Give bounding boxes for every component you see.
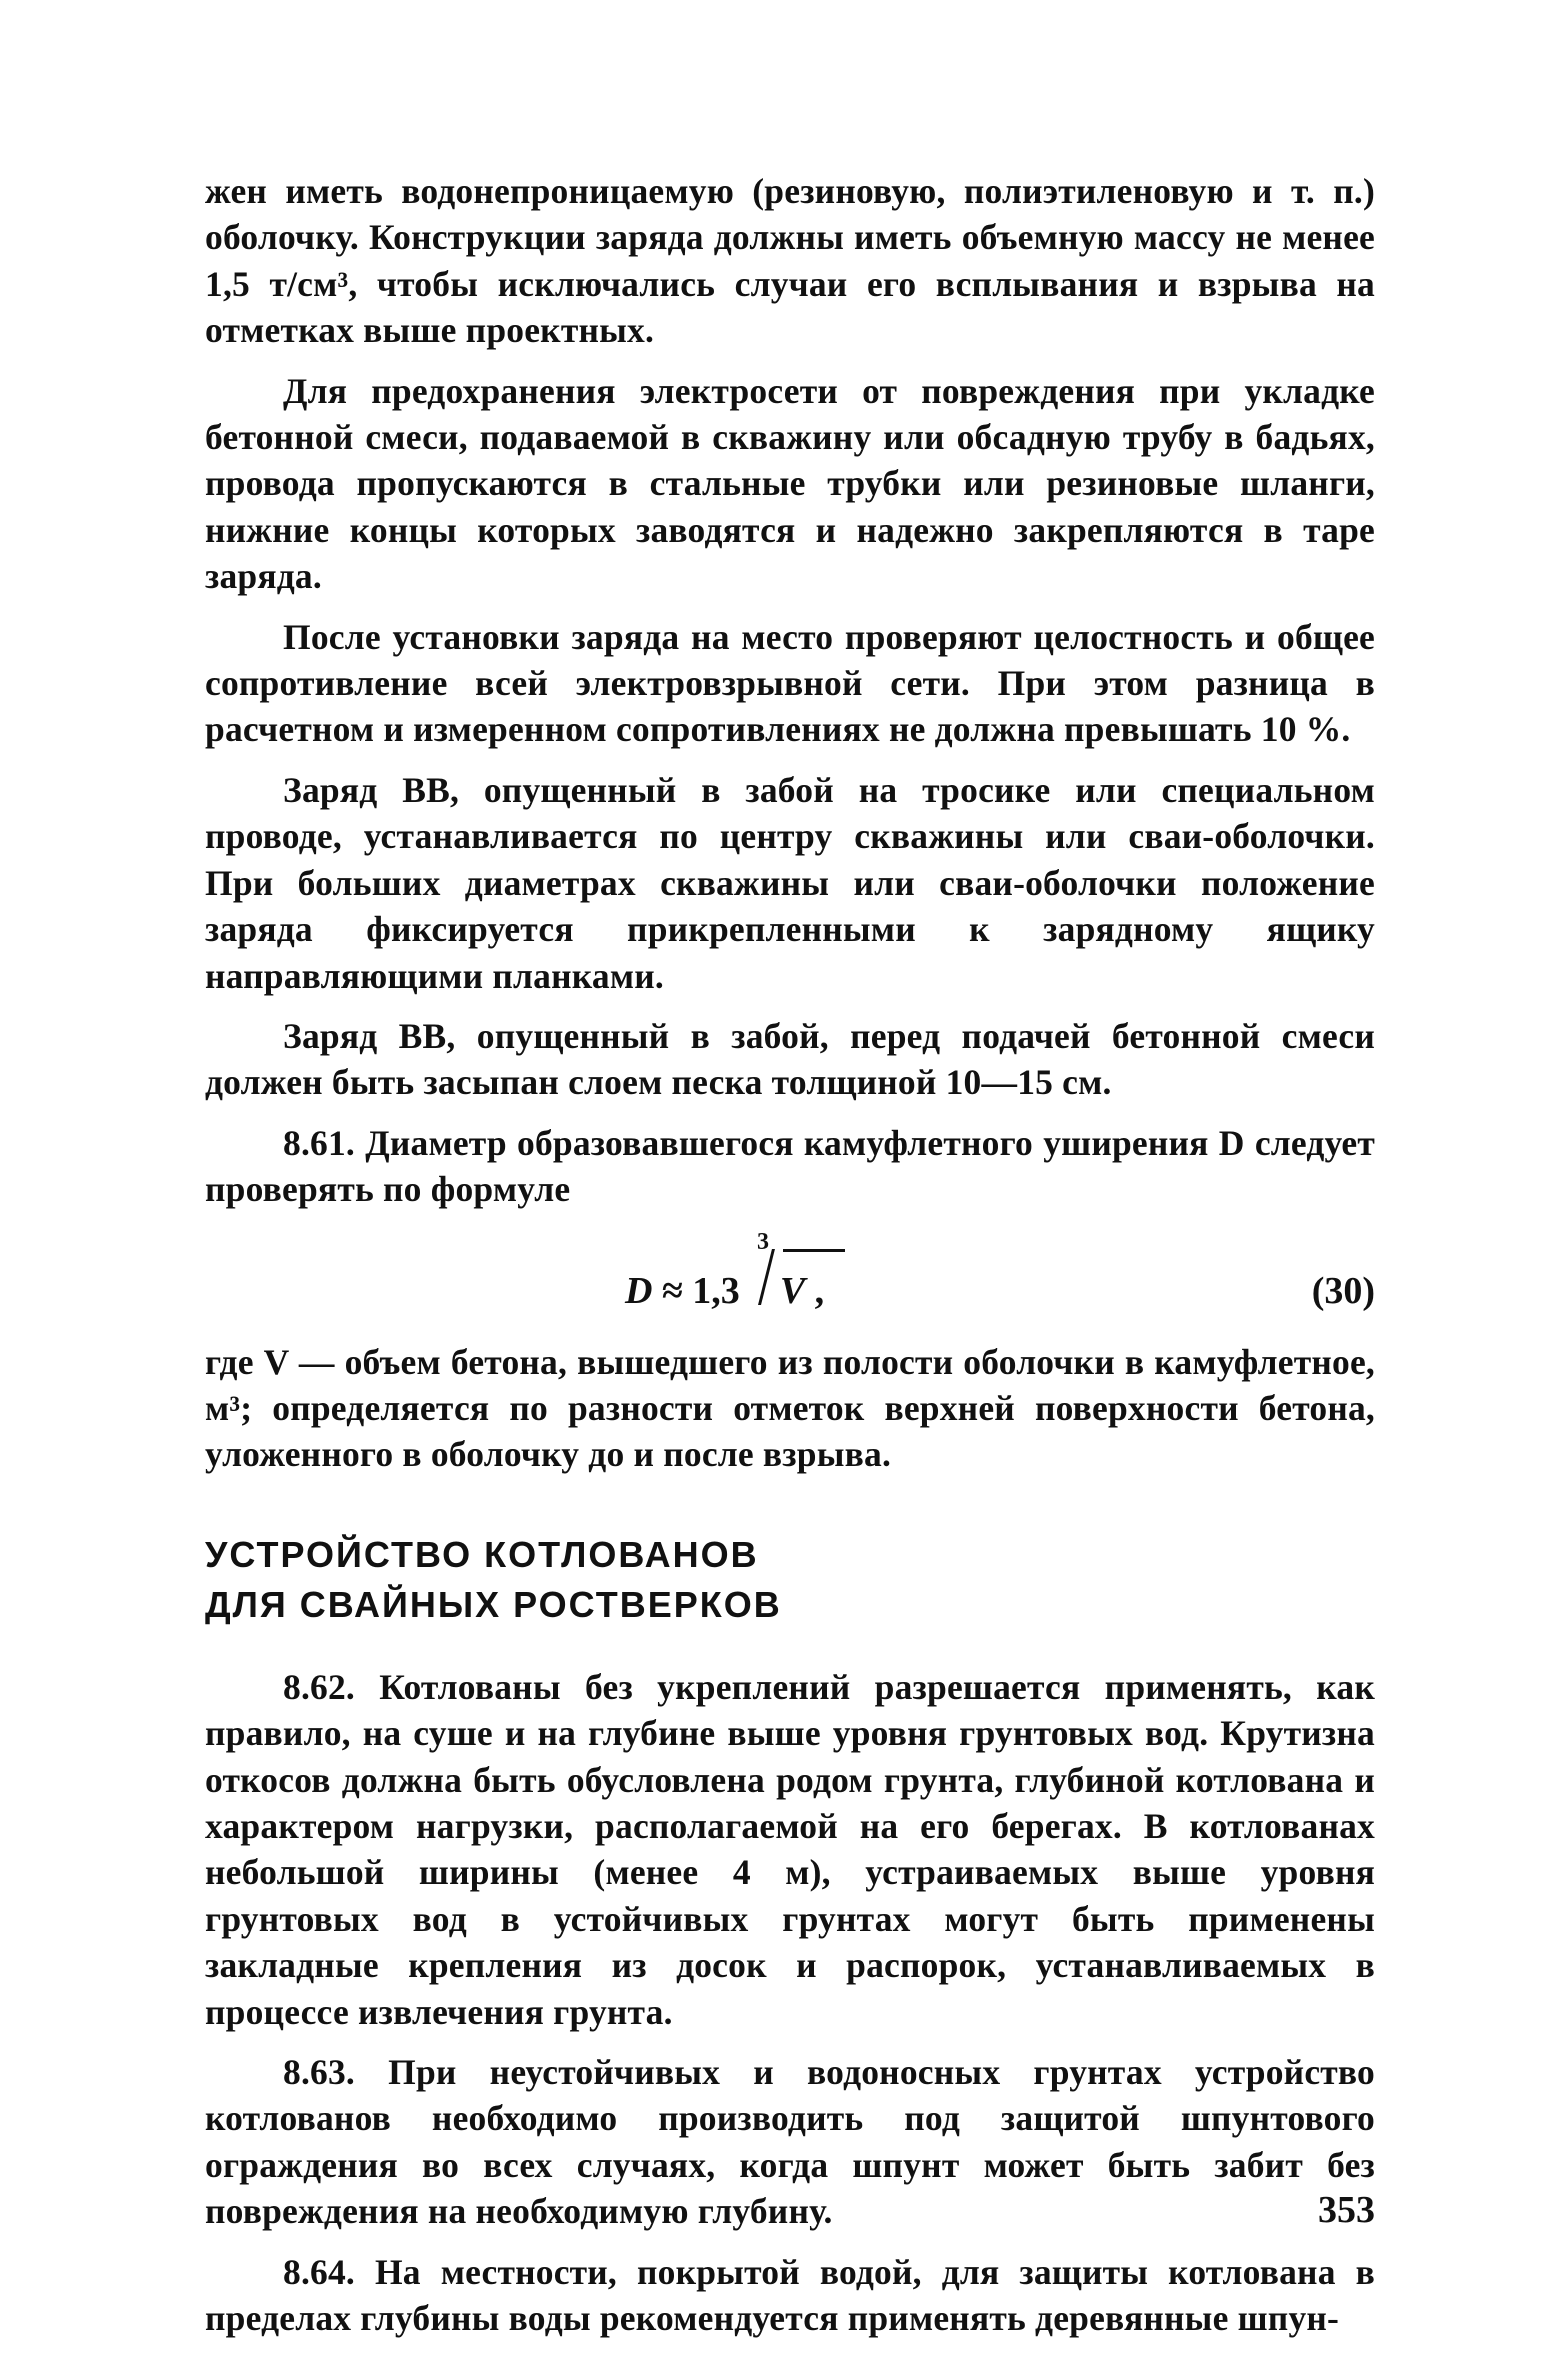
heading-line-2: ДЛЯ СВАЙНЫХ РОСТВЕРКОВ <box>205 1583 782 1625</box>
paragraph-continuation: жен иметь водонепроницаемую (резиновую, полиэтиленовую и т. п.) оболочку. Конструкции заряда должны иметь объемную массу не менее 1,5 т/см³, чтобы исключались случаи его всплывания и взрыва на отметках выше проектных. <box>205 171 1375 351</box>
paragraph-8-62 <box>205 1664 1375 2035</box>
clause-text-8-62: Котлованы без укреплений разрешается применять, как правило, на суше и на глубине выше уровня грунтовых вод. Крутизна откосов должна быть обусловлена родом грунта, глубиной котлована и характером нагрузки, располагаемой на его берегах. В котлованах небольшой ширины (менее 4 м), устраиваемых выше уровня грунтовых вод в устойчивых грунтах могут быть применены закладные крепления из досок и распорок, устанавливаемых в процессе извлечения грунта. <box>205 1666 1375 2032</box>
paragraph-8-63 <box>205 2049 1375 2235</box>
clause-number-8-63: 8.63. <box>283 2052 355 2092</box>
paragraph-8-61 <box>205 1120 1375 1213</box>
formula-expression <box>625 1269 824 1313</box>
formula-approx: ≈ 1,3 <box>661 1269 740 1312</box>
formula-root-index: 3 <box>757 1228 769 1255</box>
formula-radicand: V <box>779 1269 806 1312</box>
clause-number-8-61: 8.61. <box>283 1122 355 1163</box>
clause-text-8-64: На местности, покрытой водой, для защиты котлована в пределах глубины воды рекомендуется применять деревянные шпун- <box>205 2251 1376 2339</box>
page-number: 353 <box>1318 2189 1375 2231</box>
paragraph-8-64 <box>205 2249 1375 2342</box>
paragraph-sand-layer: Заряд ВВ, опущенный в забой, перед подачей бетонной смеси должен быть засыпан слоем песка толщиной 10—15 см. <box>205 1015 1375 1103</box>
clause-number-8-64: 8.64. <box>283 2251 355 2292</box>
radical-bar <box>783 1249 845 1252</box>
paragraph-charge-position: Заряд ВВ, опущенный в забой на тросике или специальном проводе, устанавливается по центру скважины или сваи-оболочки. При больших диаметрах скважины или сваи-оболочки положение заряда фиксируется прикрепленными к зарядному ящику направляющими планками. <box>205 769 1375 996</box>
formula-lhs: D <box>625 1269 653 1312</box>
paragraph-resistance-check: После установки заряда на место проверяют целостность и общее сопротивление всей электровзрывной сети. При этом разница в расчетном и измеренном сопротивлениях не должна превышать 10 %. <box>205 616 1375 750</box>
clause-text-8-61: Диаметр образовавшегося камуфлетного уширения D следует проверять по формуле <box>205 1122 1376 1210</box>
paragraph-where: где V — объем бетона, вышедшего из полости оболочки в камуфлетное, м³; определяется по разности отметок верхней поверхности бетона, уложенного в оболочку до и после взрыва. <box>205 1341 1375 1475</box>
clause-text-8-63: При неустойчивых и водоносных грунтах устройство котлованов необходимо производить под защитой шпунтового ограждения во всех случаях, когда шпунт может быть забит без повреждения на необходимую глубину. <box>205 2052 1376 2232</box>
text-column <box>205 168 1375 2341</box>
paragraph-electric-network: Для предохранения электросети от повреждения при укладке бетонной смеси, подаваемой в скважину или обсадную трубу в бадьях, провода пропускаются в стальные трубки или резиновые шланги, нижние концы которых заводятся и надежно закрепляются в таре заряда. <box>205 370 1375 597</box>
heading-line-1: УСТРОЙСТВО КОТЛОВАНОВ <box>205 1533 759 1575</box>
formula-number: (30) <box>1311 1269 1375 1312</box>
section-heading <box>205 1530 1375 1630</box>
formula-trail: , <box>814 1269 825 1312</box>
clause-number-8-62: 8.62. <box>283 1666 355 1707</box>
formula-30 <box>205 1229 1375 1325</box>
